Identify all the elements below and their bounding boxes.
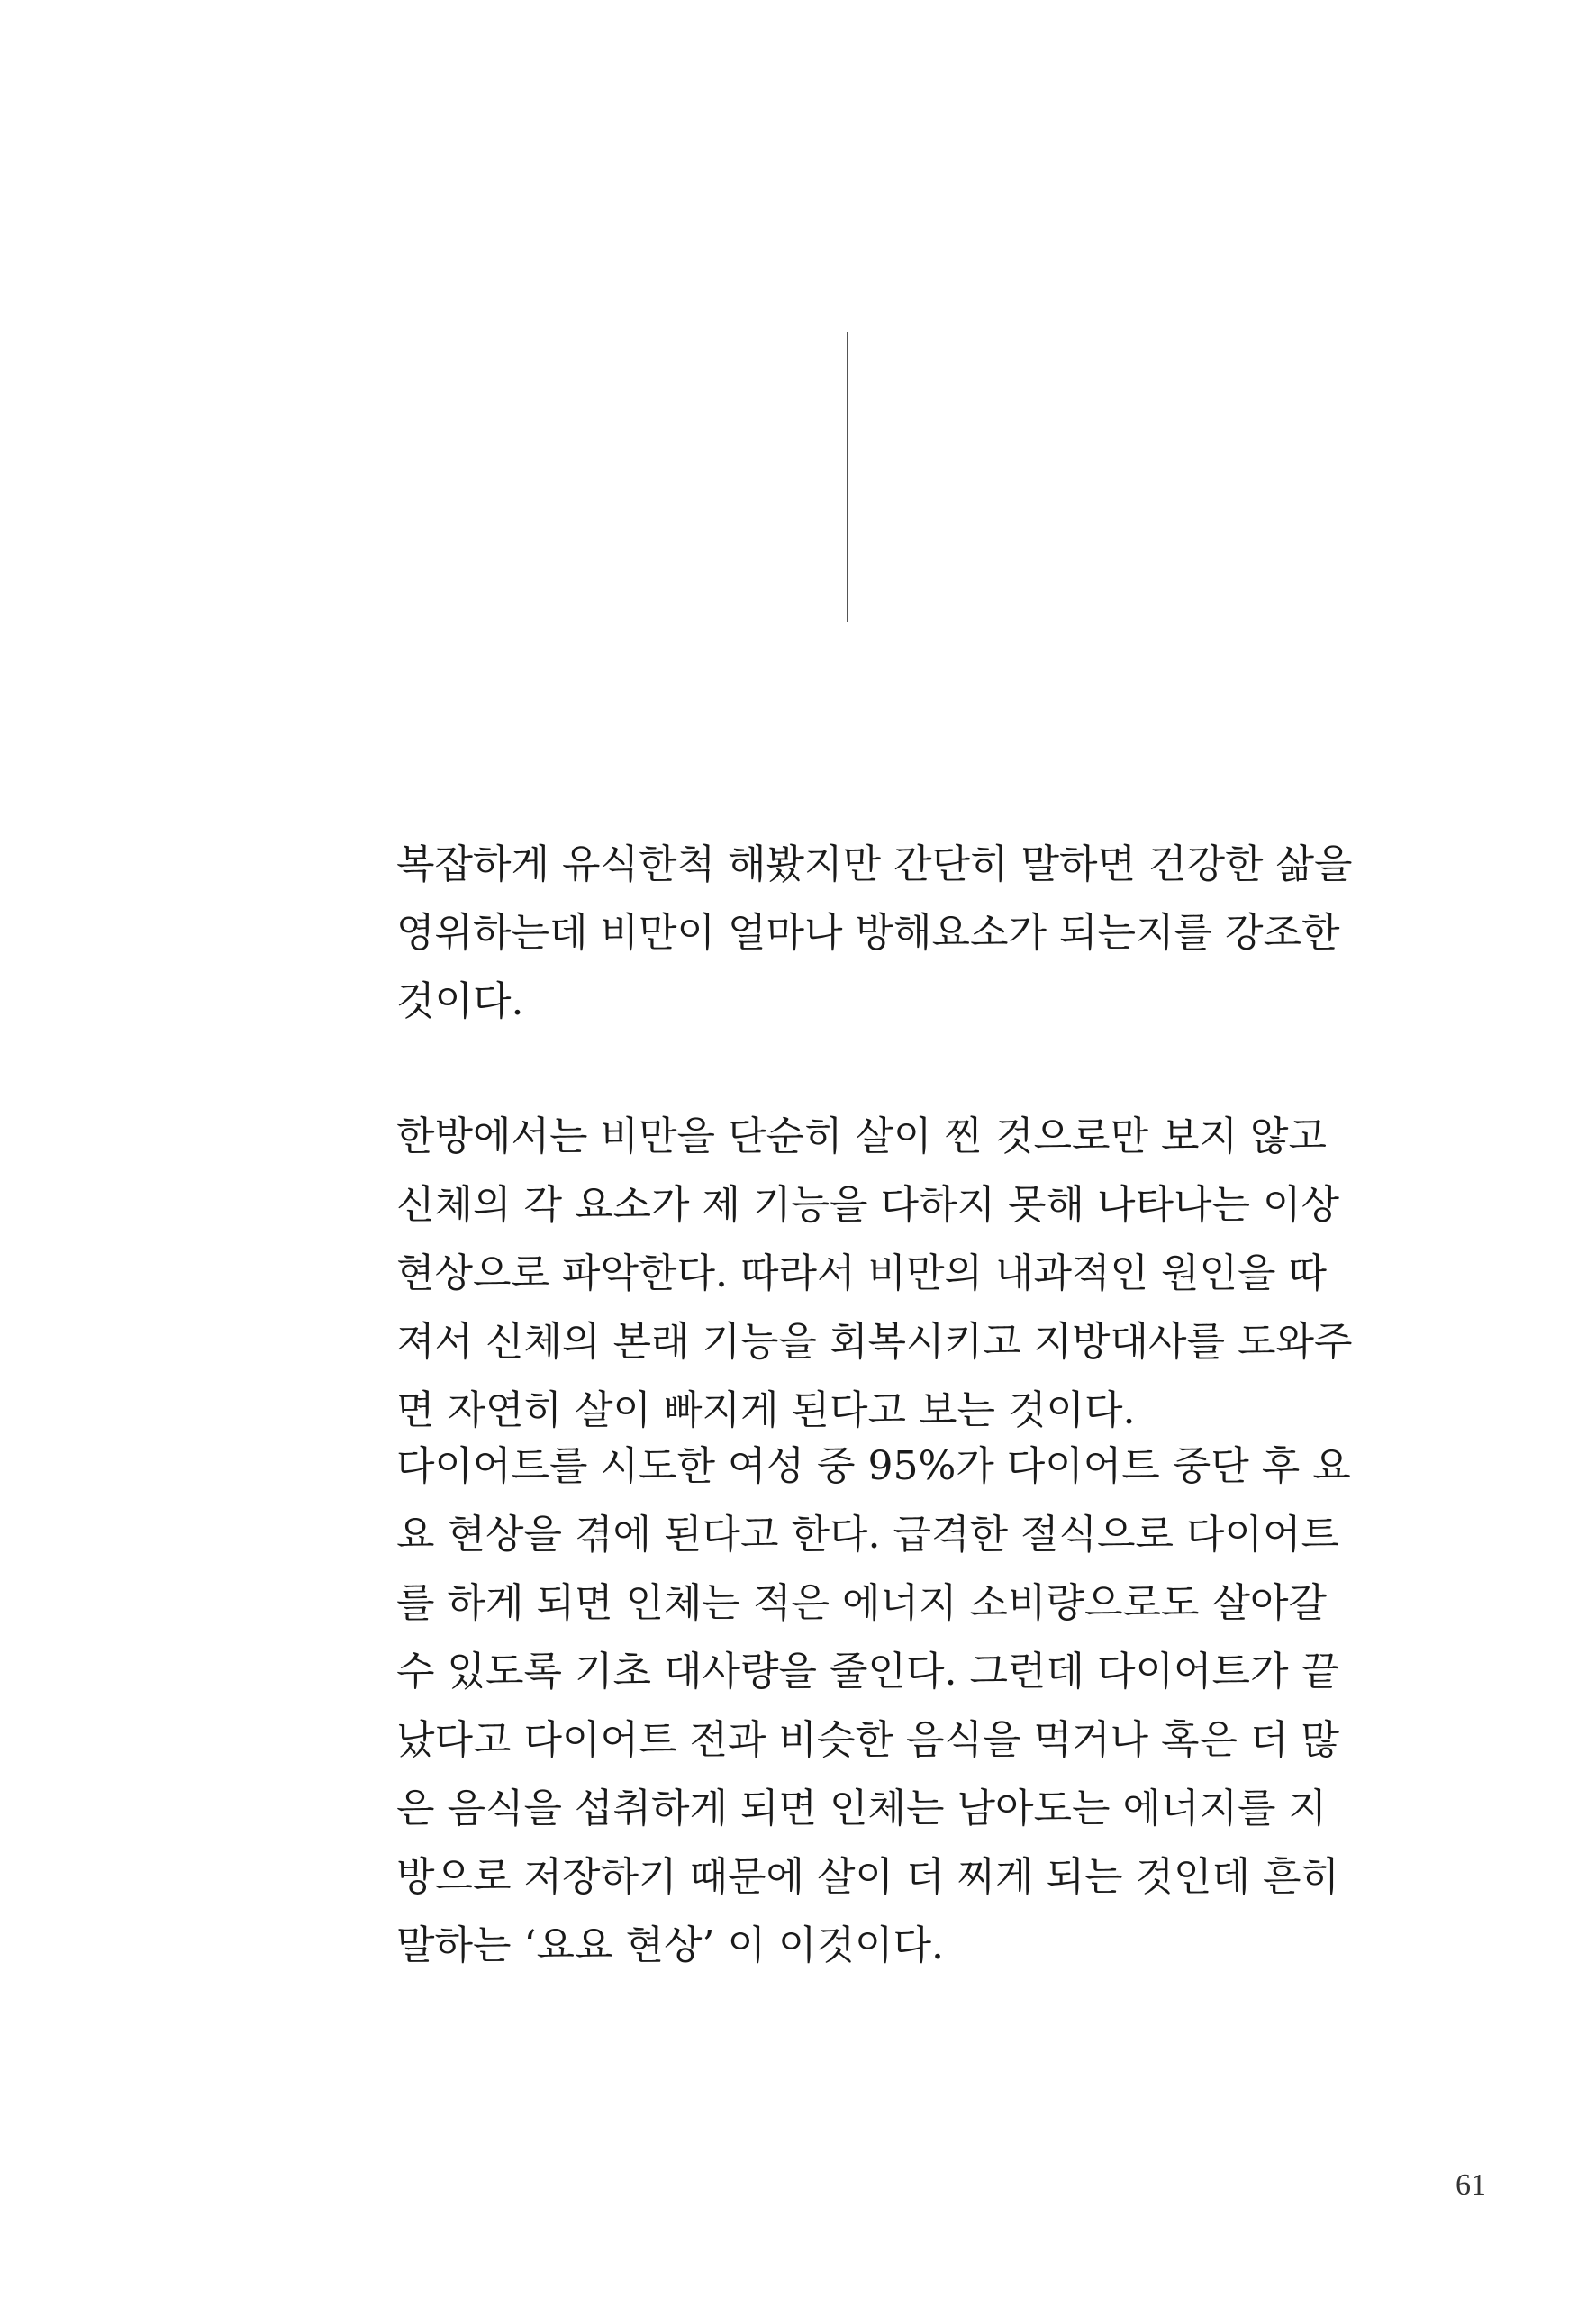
page-number: 61 xyxy=(1455,2168,1486,2202)
paragraph-2-line-2: 신체의 각 요소가 제 기능을 다하지 못해 나타나는 이상 xyxy=(396,1182,1339,1228)
paragraph-2-line-4: 져서 신체의 본래 기능을 회복시키고 지방대사를 도와주 xyxy=(396,1319,1353,1365)
paragraph-1-line-2: 영위하는데 비만이 얼마나 방해요소가 되는지를 강조한 xyxy=(396,910,1340,956)
paragraph-2-line-1: 한방에서는 비만을 단순히 살이 찐 것으로만 보지 않고 xyxy=(396,1113,1327,1159)
paragraph-3-line-6: 은 음식을 섭취하게 되면 인체는 남아도는 에너지를 지 xyxy=(396,1786,1327,1831)
paragraph-3-line-7: 방으로 저장하기 때문에 살이 더 찌게 되는 것인데 흔히 xyxy=(396,1854,1339,1900)
paragraph-3-line-4: 수 있도록 기초 대사량을 줄인다. 그런데 다이어트가 끝 xyxy=(396,1649,1339,1695)
paragraph-1 xyxy=(396,831,1353,1036)
paragraph-3-line-2: 요 현상을 겪에 된다고 한다. 급격한 절식으로 다이어트 xyxy=(396,1512,1339,1558)
paragraph-2-line-3: 현상으로 파악한다. 따라서 비만의 내과적인 원인을 따 xyxy=(396,1250,1327,1296)
paragraph-3 xyxy=(396,1432,1351,1980)
paragraph-3-line-3: 를 하게 되면 인체는 적은 에너지 소비량으로도 살아갈 xyxy=(396,1580,1327,1626)
paragraph-3-line-1: 다이어트를 시도한 여성 중 95%가 다이어트 중단 후 요 xyxy=(396,1443,1351,1489)
paragraph-1-line-3: 것이다. xyxy=(396,978,524,1024)
paragraph-1-line-1: 복잡하게 유식한척 해봤지만 간단히 말하면 건강한 삶을 xyxy=(396,841,1353,887)
paragraph-2-line-5: 면 자연히 살이 빠지게 된다고 보는 것이다. xyxy=(396,1387,1136,1433)
paragraph-3-line-8: 말하는 ‘요요 현상’ 이 이것이다. xyxy=(396,1922,944,1968)
paragraph-2 xyxy=(396,1103,1353,1445)
paragraph-3-line-5: 났다고 다이어트 전과 비슷한 음식을 먹거나 혹은 더 많 xyxy=(396,1717,1339,1763)
vertical-divider-line xyxy=(847,332,848,622)
